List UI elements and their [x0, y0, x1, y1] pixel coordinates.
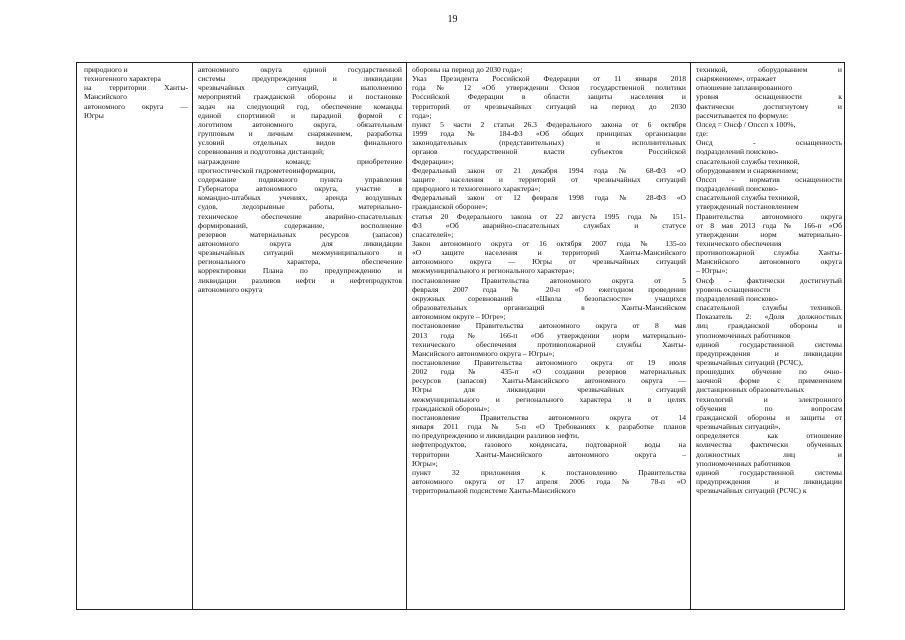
text-line: автономном округе – Югре»; [412, 312, 506, 322]
text-line: системы предупреждения и ликвидации [198, 74, 402, 84]
text-line: подразделений поисково- [696, 293, 779, 303]
text-line: Российской Федерации в области защиты населения и [412, 92, 686, 102]
text-line: образовательных организаций в Ханты-Мансийском [412, 303, 686, 313]
text-line: дистанционных образовательных [696, 385, 805, 395]
text-line: Федеральный закон от 12 февраля 1998 года № 28-ФЗ «О [412, 193, 686, 203]
text-line: ресурсов (запасов) Ханты-Мансийского автономного округа — [412, 376, 686, 386]
text-line: Онсд - оснащенность [696, 138, 842, 148]
text-line: территориальной подсистеме Ханты-Мансийского [412, 486, 576, 496]
text-line: постановление Правительства автономного округа от 19 июля [412, 358, 686, 367]
text-line: снаряжением», отражает [696, 74, 777, 84]
text-line: где: [696, 129, 709, 139]
text-line: межмуниципального и регионального характера и в целях [412, 394, 686, 404]
text-line: – Югры»; [696, 266, 728, 276]
text-line: подразделений поисково- [696, 184, 779, 194]
text-line: утверждении норм материально- [696, 229, 842, 239]
text-line: судов, ледозрывные работы, материально- [198, 202, 402, 212]
text-line: нефтепродуктов, газового конденсата, подтоварной воды на [412, 440, 686, 450]
text-line: года»; [412, 110, 432, 120]
text-line: предупреждения и ликвидации [696, 477, 842, 487]
text-line: Мансийского [84, 92, 127, 102]
text-line: оборудованием и снаряжением; [696, 165, 799, 175]
text-line: природного и техногенного характера»; [412, 184, 541, 194]
text-line: Правительства автономного округа [696, 211, 842, 221]
text-line: постановление Правительства автономного округа от 14 [412, 412, 686, 422]
cell-text [691, 63, 846, 495]
text-line: командно-штабных учениях, аренда воздушных [198, 193, 402, 203]
text-line: Югры для ликвидации чрезвычайных ситуаций [412, 385, 686, 395]
text-line: мероприятий гражданской обороны и постановке [198, 92, 402, 102]
table-cell-object [77, 63, 192, 609]
text-line: постановление Правительства автономного округа от 5 [412, 275, 686, 285]
text-line: чрезвычайных ситуаций межмуниципального и [198, 248, 402, 258]
text-line: единой спортивной и парадной формой с [198, 110, 402, 120]
text-line: защите населения и территорий от чрезвычайных ситуаций [412, 174, 686, 184]
text-line: Указ Президента Российской Федерации от 11 января 2018 [412, 74, 686, 84]
text-line: техникой, оборудованием и [696, 65, 842, 74]
text-line: определяется как отношение [696, 431, 842, 441]
text-line: фактически достигнутому и [696, 101, 842, 111]
text-line: Мансийского автономного округа – Югры»; [412, 348, 555, 358]
text-line: по предупреждению и ликвидации разливов нефти, [412, 431, 580, 441]
text-line: должностных лиц и [696, 449, 842, 459]
text-line: соревнования и подготовка дистанций; [198, 147, 325, 157]
text-line: Югры»; [412, 458, 438, 468]
text-line: Показатель 2: «Доля должностных [696, 312, 842, 322]
text-line: технического обеспечения противопожарной службы Ханты- [412, 339, 686, 349]
text-line: подразделений поисково- [696, 147, 779, 157]
text-line: 2013 года № 166-п «Об утверждении норм материально- [412, 330, 686, 340]
text-line: рассчитывается по формуле: [696, 110, 789, 120]
text-line: января 2011 года № 5-п «О Требованиях к разработке планов [412, 422, 686, 432]
text-line: награждение команд; приобретение [198, 156, 402, 166]
text-line: пункт 5 части 2 статьи 26.3 Федерального закона от 6 октября [412, 119, 686, 129]
text-line: Федеральный закон от 21 декабря 1994 года № 68-ФЗ «О [412, 165, 686, 175]
text-line: 1999 года № 184-ФЗ «Об общих принципах организации [412, 129, 686, 139]
text-line: противопожарной службы Ханты- [696, 248, 842, 258]
text-line: количества фактически обученных [696, 440, 842, 450]
text-line: Онсф - фактически достигнутый [696, 275, 842, 285]
text-line: «О защите населения и территорий Ханты-Мансийского [412, 248, 686, 258]
table-cell-content [192, 63, 406, 609]
text-line: логотипом автономного округа, обязательным [198, 119, 402, 129]
text-line: заочной форме с применением [696, 376, 842, 386]
text-line: чрезвычайных ситуаций», [696, 422, 781, 432]
text-line: групповым и личным снаряжением, разработка [198, 129, 402, 139]
document-table [76, 62, 845, 610]
text-line: уполномоченных работников [696, 330, 791, 340]
text-line: ликвидации разливов нефти и нефтепродуктов [198, 275, 402, 285]
text-line: условий отдельных видов финального [198, 138, 402, 148]
text-line: резервов материальных ресурсов (запасов) [198, 229, 402, 239]
text-line: автономного округа — [84, 101, 188, 111]
text-line: территорий от чрезвычайных ситуаций на период до 2030 [412, 101, 686, 111]
text-line: утвержденный постановлением [696, 202, 799, 212]
text-line: органов государственной власти субъектов Российской [412, 147, 686, 157]
text-line: ФЗ «Об аварийно-спасательных службах и статусе [412, 220, 686, 230]
text-line: законодательных (представительных) и исполнительных [412, 138, 686, 148]
table-cell-indicators [690, 63, 846, 609]
text-line: регионального характера, обеспечение [198, 257, 402, 267]
text-line: Губернатора автономного округа, участие в [198, 184, 402, 194]
text-line: Федерации»; [412, 156, 454, 166]
text-line: обороны на период до 2030 года»; [412, 65, 523, 74]
text-line: территории Ханты-Мансийского автономного округа – [412, 449, 686, 459]
text-line: Опссп - норматив оснащенности [696, 174, 842, 184]
text-line: автономного округа — Югры от чрезвычайных ситуаций [412, 257, 686, 267]
text-line: спасательной службы техникой, [696, 193, 800, 203]
text-line: формирований, содержание, восполнение [198, 220, 402, 230]
text-line: 2002 года № 435-п «О создании резервов материальных [412, 367, 686, 377]
text-line: обучения по вопросам [696, 403, 842, 413]
cell-text [193, 63, 406, 294]
text-line: техногенного характера [84, 74, 161, 84]
text-line: единой государственной системы [696, 339, 842, 349]
text-line: техническое обеспечение аварийно-спасательных [198, 211, 402, 221]
text-line: Мансийского автономного округа [696, 257, 842, 267]
text-line: автономного округа [198, 284, 263, 294]
text-line: прошедших обучение по очно- [696, 367, 842, 377]
text-line: года № 12 «Об утверждении Основ государственной политики [412, 83, 686, 93]
text-line: содержание подвижного пункта управления [198, 174, 402, 184]
text-line: Югры [84, 110, 104, 120]
table-cell-legal-basis [406, 63, 690, 609]
text-line: прогностической гидрометеоинформации, [198, 165, 336, 175]
text-line: чрезвычайных ситуаций (РСЧС) к [696, 486, 807, 496]
text-line: автономного округа единой государственной [198, 65, 402, 74]
text-line: февраля 2007 года № 20-п «О ежегодном проведении [412, 284, 686, 294]
text-line: технологий и электронного [696, 394, 842, 404]
text-line: Олсед = Онсф / Опссп х 100%, [696, 119, 796, 129]
text-line: гражданской обороны»; [412, 403, 490, 413]
text-line: автономного округа для ликвидации [198, 238, 402, 248]
text-line: статья 20 Федерального закона от 22 августа 1995 года № 151- [412, 211, 686, 221]
text-line: гражданской обороне»; [412, 202, 488, 212]
text-line: от 8 мая 2013 года № 166-п «Об [696, 220, 842, 230]
text-line: спасательной службы техникой. [696, 303, 842, 313]
page-number: 19 [447, 14, 458, 25]
text-line: окружных соревнований «Школа безопасности» учащихся [412, 293, 686, 303]
cell-text [77, 63, 192, 120]
text-line: задач на следующий год, обеспечение команды [198, 101, 402, 111]
text-line: постановление Правительства автономного округа от 8 мая [412, 321, 686, 331]
text-line: Закон автономного округа от 16 октября 2007 года № 135-оз [412, 238, 686, 248]
text-line: технического обеспечения [696, 238, 782, 248]
text-line: чрезвычайных ситуаций, выполнению [198, 83, 402, 93]
text-line: предупреждения и ликвидации [696, 348, 842, 358]
text-line: единой государственной системы [696, 467, 842, 477]
text-line: отношение запланированного [696, 83, 793, 93]
text-line: гражданской обороны и защиты от [696, 412, 842, 422]
text-line: чрезвычайных ситуаций (РСЧС), [696, 358, 803, 367]
text-line: уровень оснащенности [696, 284, 771, 294]
text-line: пункт 32 приложения к постановлению Правительства [412, 467, 686, 477]
text-line: уполномоченных работников [696, 458, 791, 468]
text-line: уровня оснащенности к [696, 92, 842, 102]
text-line: спасательной службы техникой, [696, 156, 800, 166]
text-line: природного и [84, 65, 128, 74]
text-line: корректировки Плана по предупреждению и [198, 266, 402, 276]
cell-text [407, 63, 690, 495]
text-line: лиц гражданской обороны и [696, 321, 842, 331]
text-line: автономного округа от 17 апреля 2006 года № 78-п «О [412, 477, 686, 487]
text-line: спасателей»; [412, 229, 454, 239]
text-line: на территории Ханты- [84, 83, 188, 93]
text-line: межмуниципального и регионального характера»; [412, 266, 575, 276]
